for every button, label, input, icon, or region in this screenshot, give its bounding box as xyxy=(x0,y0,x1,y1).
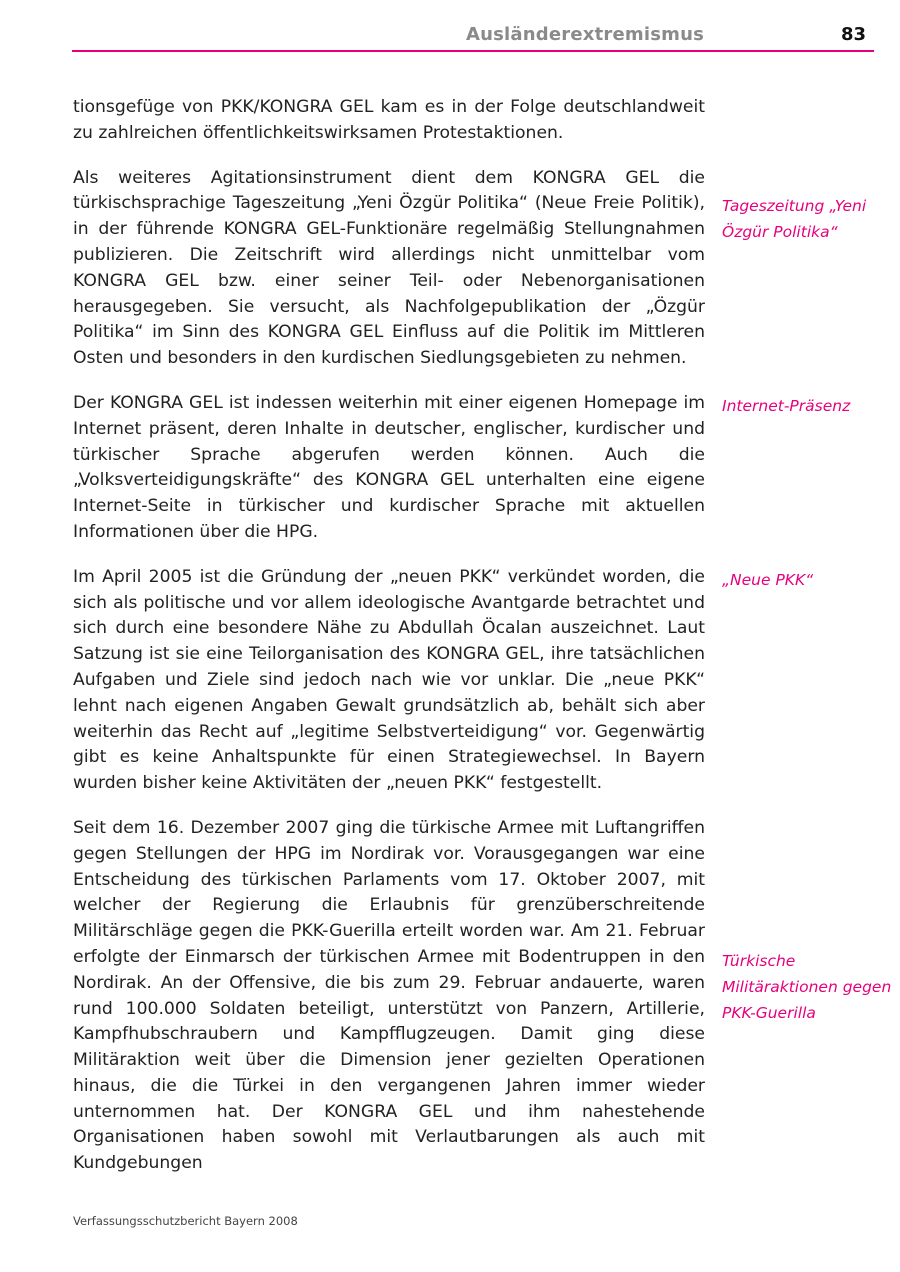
paragraph-4: Im April 2005 ist die Gründung der „neuen PKK“ verkündet worden, die sich als politische und vor allem ideologische Avantgarde betrachtet und sich durch eine besondere Nähe zu Abdullah Öcalan auszeichnet. Laut Satzung ist sie eine Teilorganisation des KONGRA GEL, ihre tatsächlichen Aufgaben und Ziele sind jedoch nach wie vor unklar. Die „neue PKK“ lehnt nach eigenen Angaben Gewalt grundsätzlich ab, behält sich aber weiterhin das Recht auf „legitime Selbstverteidigung“ vor. Gegenwärtig gibt es keine Anhaltspunkte für einen Strategiewechsel. In Bayern wurden bisher keine Aktivitäten der „neuen PKK“ festgestellt. xyxy=(73,566,705,794)
margin-note-neue-pkk: „Neue PKK“ xyxy=(722,571,814,589)
margin-note-militaeraktionen: Türkische Militäraktionen gegen PKK-Guerilla xyxy=(722,952,892,1022)
header-divider xyxy=(72,50,874,52)
paragraph-5: Seit dem 16. Dezember 2007 ging die türkische Armee mit Luftangriffen gegen Stellungen der HPG im Nordirak vor. Vorausgegangen war eine Entscheidung des türkischen Parlaments vom 17. Oktober 2007, mit welcher der Regierung die Erlaubnis für grenzüberschreitende Militärschläge gegen die PKK-Guerilla erteilt worden war. Am 21. Februar erfolgte der Einmarsch der türkischen Armee mit Bodentruppen in den Nordirak. An der Offensive, die bis zum 29. Februar andauerte, waren rund 100.000 Soldaten beteiligt, unterstützt von Panzern, Artillerie, Kampfhubschraubern und Kampfflugzeugen. Damit ging diese Militäraktion weit über die Dimension jener gezielten Operationen hinaus, die die Türkei in den vergangenen Jahren immer wieder unternommen hat. Der KONGRA GEL und ihm nahestehende Organisationen haben sowohl mit Verlautbarungen als auch mit Kundgebungen xyxy=(73,817,705,1174)
body-text xyxy=(73,95,705,1196)
page-header xyxy=(72,0,874,52)
margin-note-internet: Internet-Präsenz xyxy=(722,397,851,415)
paragraph-3: Der KONGRA GEL ist indessen weiterhin mit einer eigenen Homepage im Internet präsent, deren Inhalte in deutscher, englischer, kurdischer und türkischer Sprache abgerufen werden können. Auch die „Volksverteidigungskräfte“ des KONGRA GEL unterhalten eine eigene Internet-Seite in türkischer und kurdischer Sprache mit aktuellen Informationen über die HPG. xyxy=(73,392,705,542)
chapter-title: Ausländerextremismus xyxy=(466,24,704,45)
page-footer: Verfassungsschutzbericht Bayern 2008 xyxy=(73,1214,298,1228)
paragraph-2: Als weiteres Agitationsinstrument dient dem KONGRA GEL die türkischsprachige Tageszeitung „Yeni Özgür Politika“ (Neue Freie Politik), in der führende KONGRA GEL-Funktionäre regelmäßig Stellungnahmen publizieren. Die Zeitschrift wird allerdings nicht unmittelbar vom KONGRA GEL bzw. einer seiner Teil- oder Nebenorganisationen herausgegeben. Sie versucht, als Nachfolgepublikation der „Özgür Politika“ im Sinn des KONGRA GEL Einfluss auf die Politik im Mittleren Osten und besonders in den kurdischen Siedlungsgebieten zu nehmen. xyxy=(73,167,705,369)
margin-note-tageszeitung: Tageszeitung „Yeni Özgür Politika“ xyxy=(722,197,867,241)
paragraph-1: tionsgefüge von PKK/KONGRA GEL kam es in der Folge deutschlandweit zu zahlreichen öffentlichkeitswirksamen Protestaktionen. xyxy=(73,97,705,143)
page-number: 83 xyxy=(840,24,866,45)
